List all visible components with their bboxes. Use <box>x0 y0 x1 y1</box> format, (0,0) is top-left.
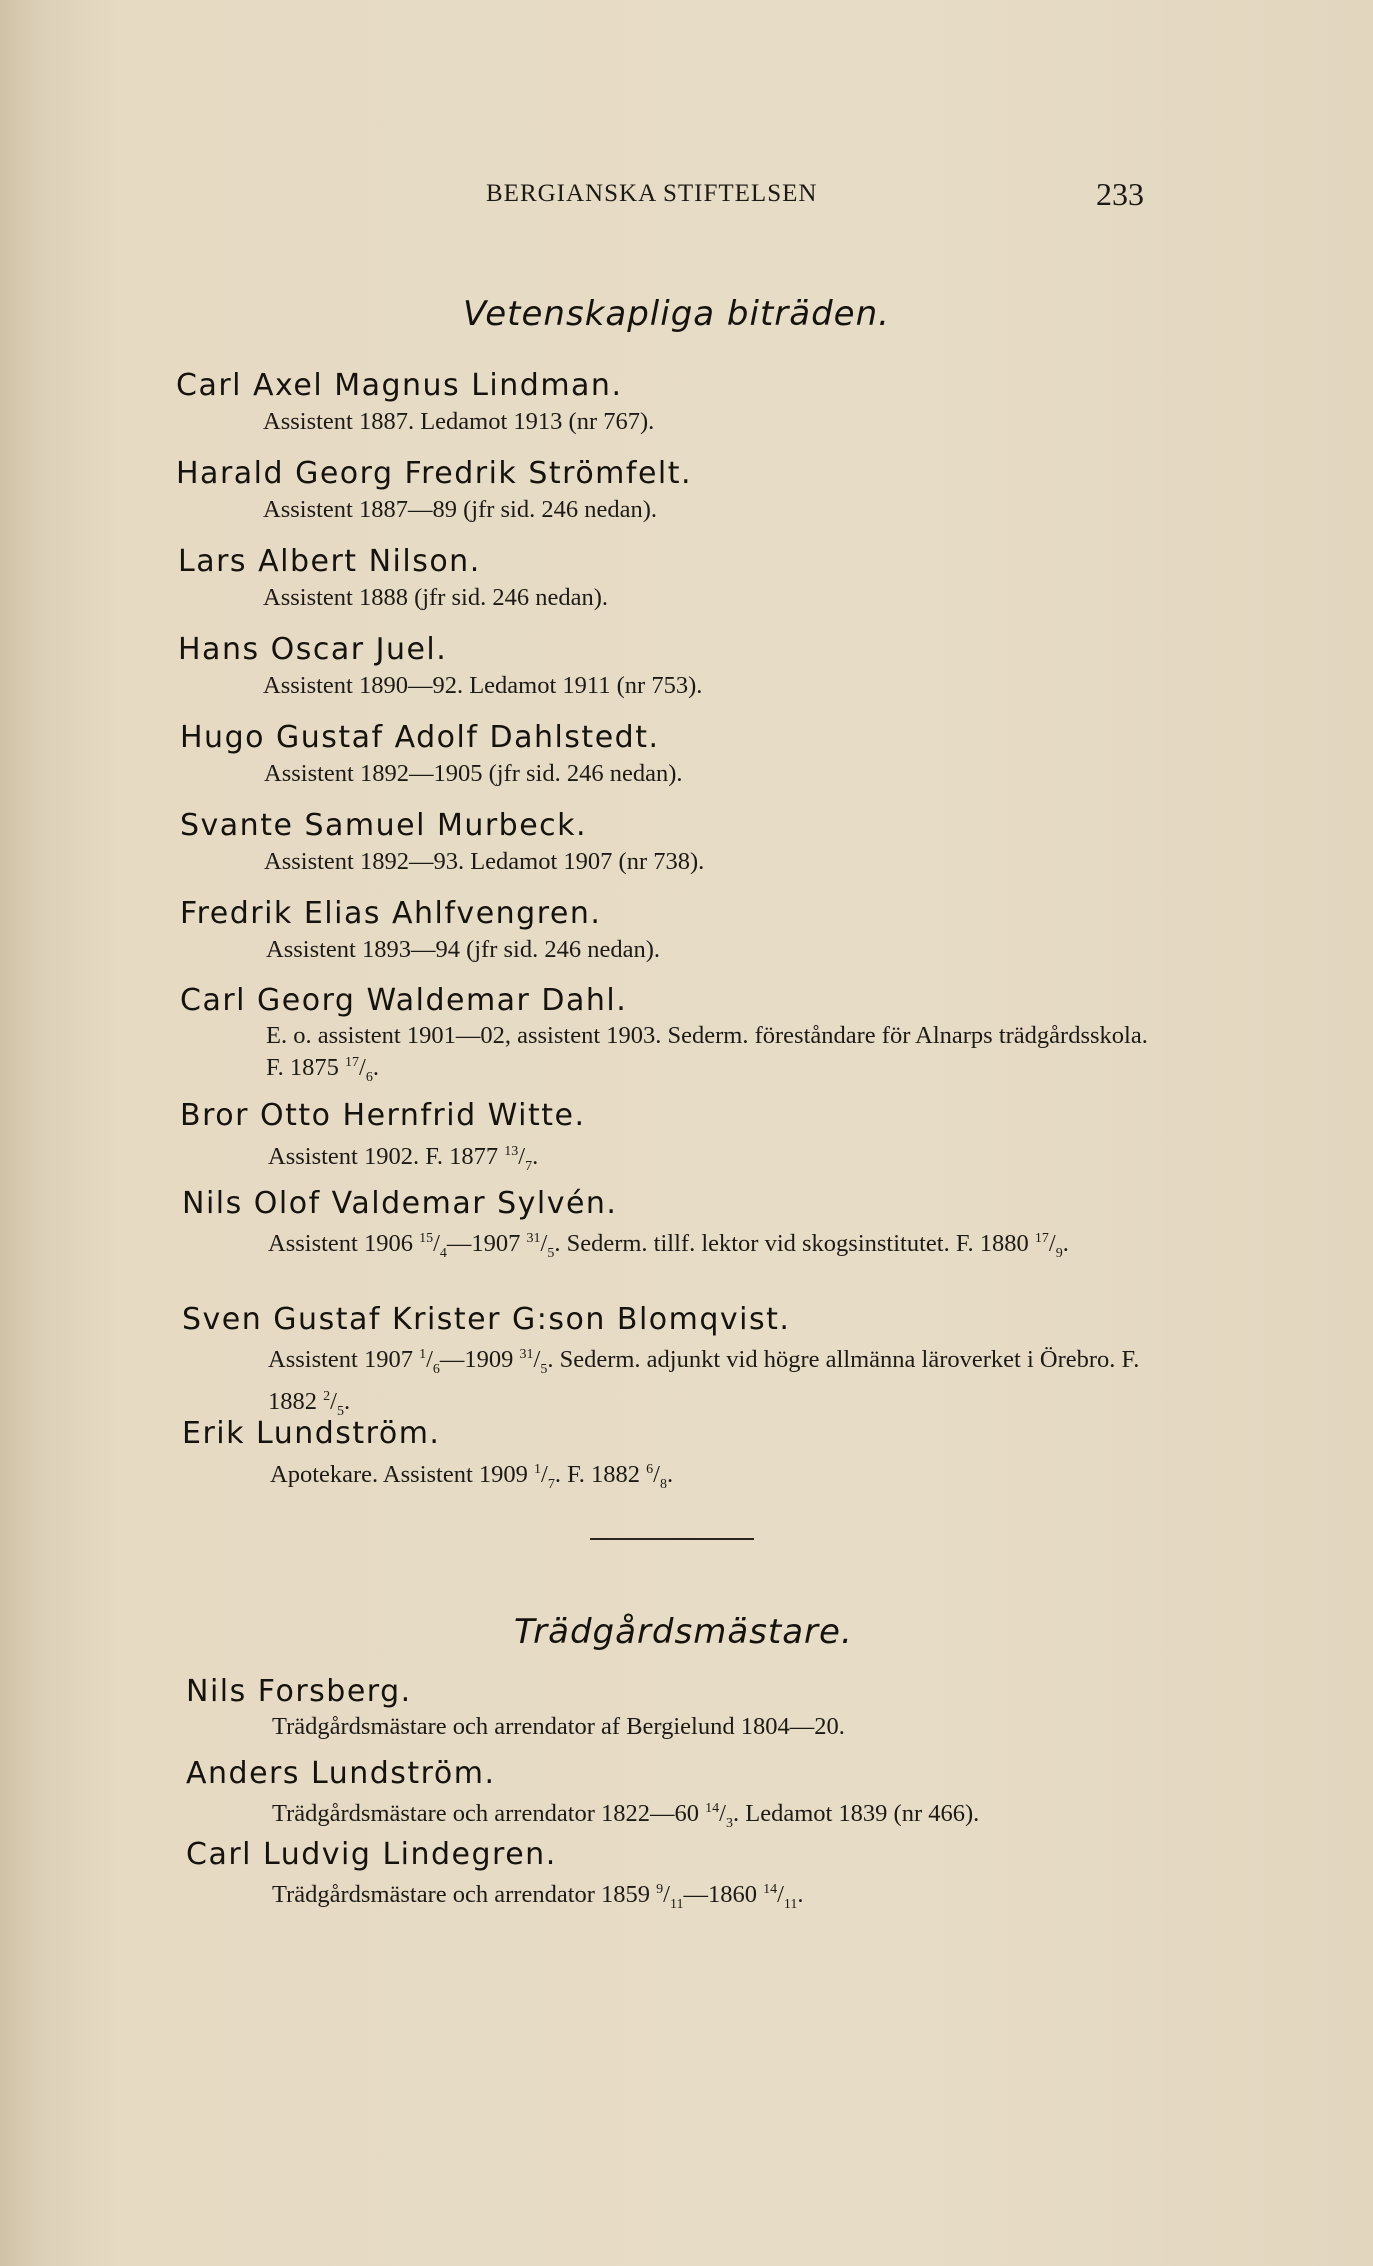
entry-name: Nils Forsberg. <box>186 1674 412 1709</box>
section-divider <box>590 1538 754 1540</box>
entry-name: Carl Ludvig Lindegren. <box>186 1837 557 1872</box>
entry-detail: Assistent 1890—92. Ledamot 1911 (nr 753). <box>263 672 703 699</box>
entry-name: Harald Georg Fredrik Strömfelt. <box>176 456 693 491</box>
section-title-tradgardsmastare: Trädgårdsmästare. <box>514 1612 853 1652</box>
entry-detail: Assistent 1887—89 (jfr sid. 246 nedan). <box>263 496 657 523</box>
entry-name: Svante Samuel Murbeck. <box>180 808 588 843</box>
entry-detail: Assistent 1907 $^1/_6—1909$ $^{31}/_5$. Sederm. adjunkt vid högre allmänna läroverket i Örebro. F. 1882 $^2/_5$. <box>268 1346 1140 1420</box>
entry-detail: Apotekare. Assistent 1909 $^1/_7$. F. 1882 $^6/_8$. <box>270 1461 674 1493</box>
entry-name: Bror Otto Hernfrid Witte. <box>180 1098 586 1133</box>
entry-detail: Assistent 1906 $^{15}/_4—1907$ $^{31}/_5$. Sederm. tillf. lektor vid skogsinstitutet. F. 1880 $^{17}/_9$. <box>268 1230 1069 1262</box>
entry-name: Nils Olof Valdemar Sylvén. <box>182 1186 618 1221</box>
entry-name: Carl Axel Magnus Lindman. <box>176 368 623 403</box>
entry-detail: Assistent 1892—1905 (jfr sid. 246 nedan). <box>264 760 683 787</box>
entry-detail: Assistent 1892—93. Ledamot 1907 (nr 738). <box>264 848 705 875</box>
section-title-vetenskapliga: Vetenskapliga biträden. <box>463 294 890 334</box>
entry-detail: Assistent 1893—94 (jfr sid. 246 nedan). <box>266 936 660 963</box>
page-number: 233 <box>1096 176 1144 212</box>
entry-name: Erik Lundström. <box>182 1416 441 1451</box>
entry-name: Hans Oscar Juel. <box>178 632 448 667</box>
entry-name: Lars Albert Nilson. <box>178 544 481 579</box>
entry-name: Fredrik Elias Ahlfvengren. <box>180 896 602 931</box>
entry-detail: Assistent 1902. F. 1877 $^{13}/_7$. <box>268 1143 539 1175</box>
running-head: BERGIANSKA STIFTELSEN <box>486 180 818 207</box>
entry-detail: E. o. assistent 1901—02, assistent 1903. Sederm. föreståndare för Alnarps trädgårdsskola. F. 1875 $^{17}/_6$. <box>266 1022 1148 1086</box>
entry-name: Hugo Gustaf Adolf Dahlstedt. <box>180 720 660 755</box>
entry-name: Anders Lundström. <box>186 1756 496 1791</box>
entry-detail: Trädgårdsmästare och arrendator 1859 $^9/_{11}—1860$ $^{14}/_{11}$. <box>272 1881 804 1913</box>
entry-detail: Trädgårdsmästare och arrendator 1822—60 $^{14}/_3$. Ledamot 1839 (nr 466). <box>272 1800 980 1832</box>
entry-detail: Trädgårdsmästare och arrendator af Bergielund 1804—20. <box>272 1713 845 1740</box>
entry-name: Carl Georg Waldemar Dahl. <box>180 983 628 1018</box>
entry-name: Sven Gustaf Krister G:son Blomqvist. <box>182 1302 791 1337</box>
entry-detail: Assistent 1887. Ledamot 1913 (nr 767). <box>263 408 655 435</box>
entry-detail: Assistent 1888 (jfr sid. 246 nedan). <box>263 584 608 611</box>
